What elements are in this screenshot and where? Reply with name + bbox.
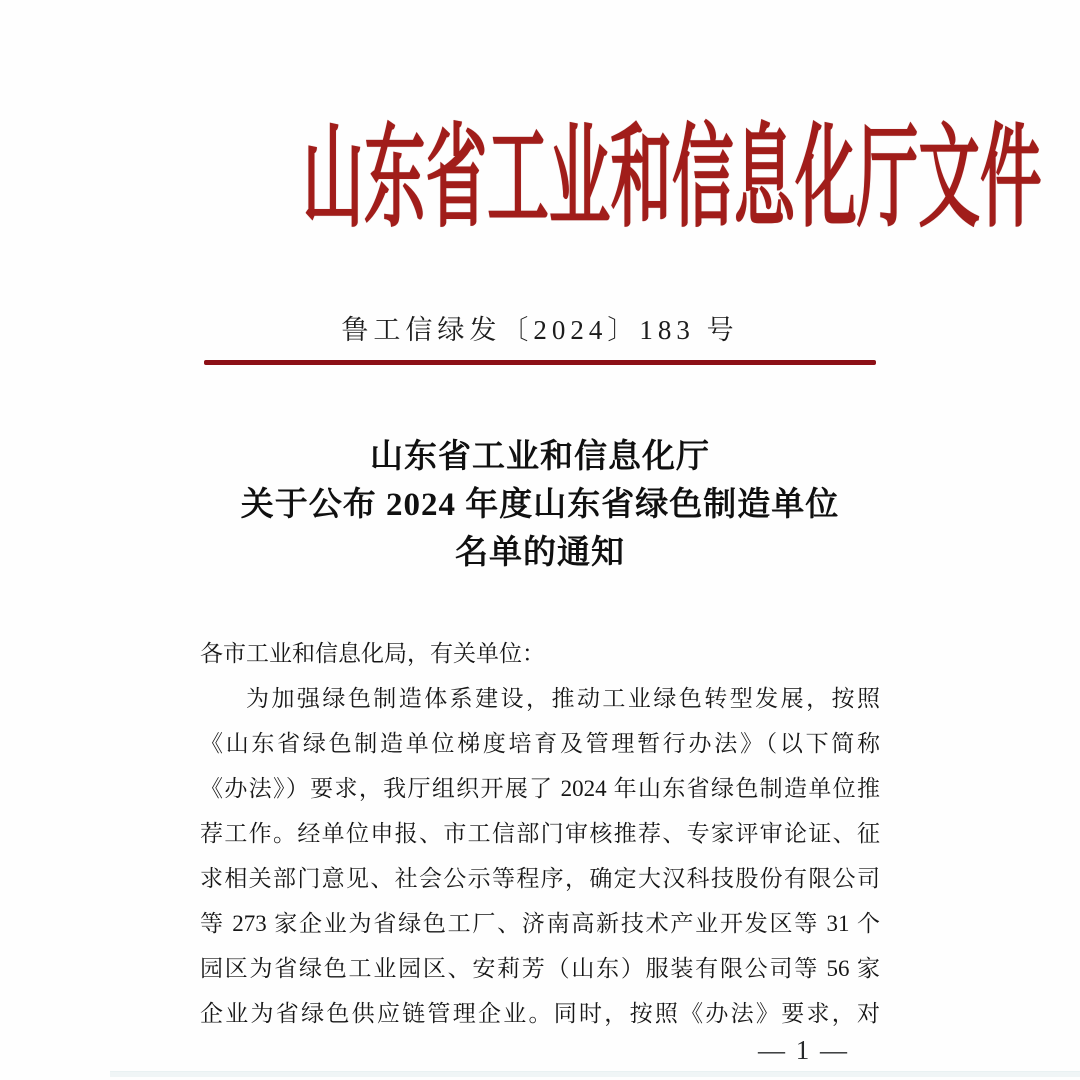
red-separator-rule xyxy=(204,360,876,365)
title-line-2: 关于公布 2024 年度山东省绿色制造单位 xyxy=(240,487,840,523)
agency-banner-text: 山东省工业和信息化厅文件 xyxy=(302,117,1042,241)
body-line: 《山东省绿色制造单位梯度培育及管理暂行办法》（以下简称 xyxy=(200,731,880,756)
salutation-line: 各市工业和信息化局，有关单位： xyxy=(200,641,545,666)
body-line: 企业为省绿色供应链管理企业。同时，按照《办法》要求，对 xyxy=(200,1001,880,1026)
title-line-1: 山东省工业和信息化厅 xyxy=(370,439,710,475)
body-line: 《办法》）要求，我厅组织开展了 2024 年山东省绿色制造单位推 xyxy=(200,776,880,801)
body-line: 为加强绿色制造体系建设，推动工业绿色转型发展，按照 xyxy=(246,686,880,711)
document-number: 鲁工信绿发〔2024〕183 号 xyxy=(341,315,739,345)
body-line: 园区为省绿色工业园区、安莉芳（山东）服装有限公司等 56 家 xyxy=(200,956,880,981)
document-body xyxy=(200,631,880,1036)
page-bottom-edge xyxy=(110,1071,1080,1077)
body-line: 等 273 家企业为省绿色工厂、济南高新技术产业开发区等 31 个 xyxy=(200,911,880,936)
body-line: 求相关部门意见、社会公示等程序，确定大汉科技股份有限公司 xyxy=(200,866,880,891)
document-title xyxy=(0,433,1080,577)
agency-banner xyxy=(0,118,1080,240)
page-number: — 1 — xyxy=(758,1035,849,1065)
title-line-3: 名单的通知 xyxy=(455,535,625,571)
body-line: 荐工作。经单位申报、市工信部门审核推荐、专家评审论证、征 xyxy=(200,821,880,846)
